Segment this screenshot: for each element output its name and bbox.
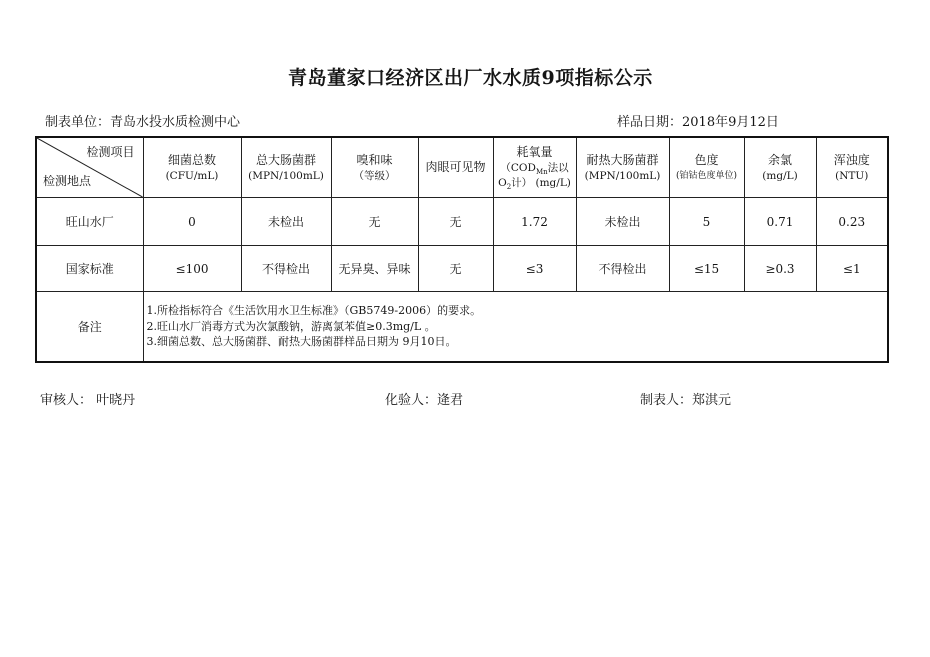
value-cell: 0.71 [744,198,816,246]
notes-row [36,292,888,363]
value-cell: ≤1 [816,246,888,292]
header-name: 浑浊度 [833,152,870,167]
value-cell: 无 [418,198,493,246]
value-cell: 不得检出 [241,246,331,292]
value-cell: 无 [331,198,418,246]
header-residual-chlorine [744,137,816,198]
value-cell: 不得检出 [576,246,669,292]
value-cell: 0.23 [816,198,888,246]
note-line: 1.所检指标符合《生活饮用水卫生标准》（GB5749-2006）的要求。 [146,304,482,318]
header-visible-matter [418,137,493,198]
corner-header-cell [36,137,143,198]
value-cell: 无异臭、异味 [331,246,418,292]
site-cell: 旺山水厂 [36,198,143,246]
table-row [36,198,888,246]
header-unit: (CFU/mL) [165,169,219,182]
reviewer: 审核人： 叶晓丹 [40,393,136,408]
header-row [36,137,888,198]
unit-subscript: Mn [535,168,548,177]
value-cell: 未检出 [241,198,331,246]
header-name: 细菌总数 [167,152,216,167]
header-odor [331,137,418,198]
unit-part: 计） (mg/L) [511,177,571,189]
value-cell: ≤3 [493,246,576,292]
notes-cell [143,292,888,363]
value-cell: ≤15 [669,246,744,292]
value-cell: 0 [143,198,241,246]
header-name: 耐热大肠菌群 [586,152,659,167]
header-thermotolerant-coliform [576,137,669,198]
header-unit: (NTU) [835,169,869,182]
note-line: 2.旺山水厂消毒方式为次氯酸钠，游离氯苯值≥0.3mg/L 。 [146,319,436,333]
header-name: 总大肠菌群 [255,152,316,167]
site-cell: 国家标准 [36,246,143,292]
water-quality-table [35,136,889,363]
header-name: 嗅和味 [356,152,393,167]
unit-part: （COD [500,162,536,174]
table-row [36,246,888,292]
header-name: 余氯 [767,152,792,167]
header-name: 耗氧量 [516,145,553,159]
header-name: 肉眼可见物 [425,160,486,174]
header-bacteria [143,137,241,198]
value-cell: 1.72 [493,198,576,246]
tester: 化验人：逄君 [385,393,464,408]
header-unit-line2 [494,176,576,191]
note-line: 3.细菌总数、总大肠菌群、耐热大肠菌群样品日期为 9月10日。 [146,335,457,349]
header-unit-line1 [494,161,576,176]
header-unit: (mg/L) [762,169,798,182]
header-turbidity [816,137,888,198]
sample-date: 样品日期：2018年9月12日 [617,115,779,130]
header-name: 色度 [694,152,719,167]
preparer: 制表人：郑淇元 [640,393,732,408]
value-cell: ≥0.3 [744,246,816,292]
header-unit: (MPN/100mL) [248,169,324,182]
header-unit: （等级） [353,169,396,182]
notes-label: 备注 [36,292,143,363]
value-cell: 无 [418,246,493,292]
corner-item-label: 检测项目 [86,145,135,159]
header-unit: (MPN/100mL) [584,169,661,182]
corner-site-label: 检测地点 [43,174,92,188]
value-cell: ≤100 [143,246,241,292]
unit-subscript: 2 [506,183,512,192]
value-cell: 5 [669,198,744,246]
page-title: 青岛董家口经济区出厂水水质9项指标公示 [288,67,653,89]
header-color [669,137,744,198]
unit-part: 法以 [547,162,569,174]
header-unit: (铂钴色度单位) [675,170,738,181]
value-cell: 未检出 [576,198,669,246]
header-coliform [241,137,331,198]
unit-part: O [498,177,507,189]
header-oxygen-consumption [493,137,576,198]
prepared-by-unit: 制表单位：青岛水投水质检测中心 [45,115,241,130]
